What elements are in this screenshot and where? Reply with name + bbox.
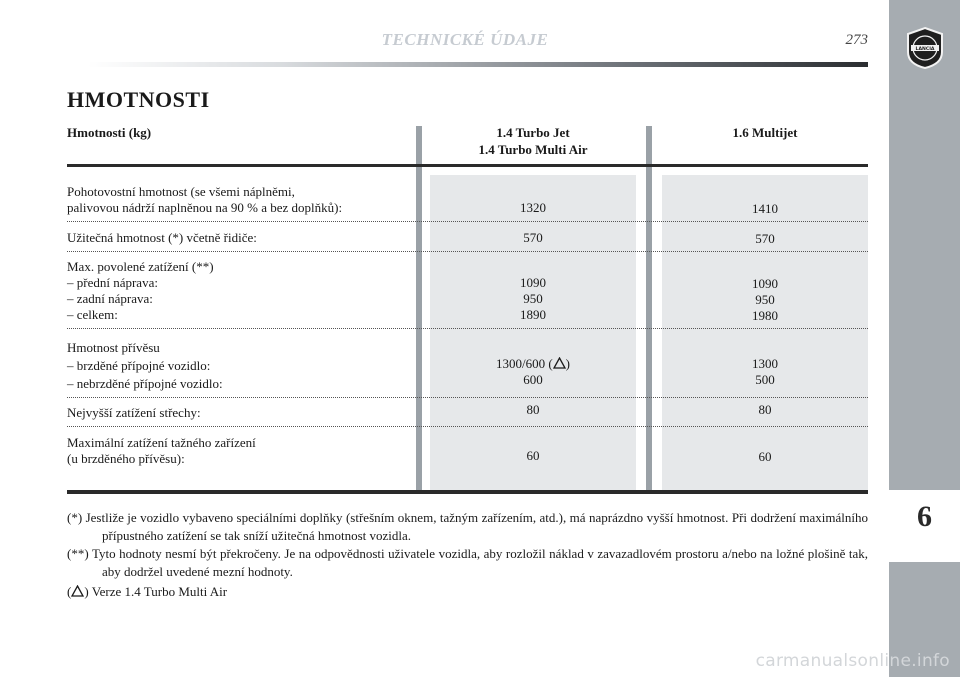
cell-towbar-load-turbo: 60 <box>526 448 540 463</box>
row-separator <box>67 328 868 329</box>
cell-trailer-weight-multijet: 1300 500 <box>752 356 778 387</box>
cell-roof-load-multijet: 80 <box>758 402 772 417</box>
row-label-curb-weight: Pohotovostní hmotnost (se všemi náplněmi, palivovou nádrží naplněnou na 90 % a bez doplňků): <box>67 184 343 215</box>
row-label-payload: Užitečná hmotnost (*) včetně řidiče: <box>67 230 257 245</box>
column-divider <box>416 126 422 493</box>
column-divider <box>646 126 652 493</box>
row-label-towbar-load: Maximální zatížení tažného zařízení (u brzděného přívěsu): <box>67 435 256 466</box>
footnote-accessories: (*) Jestliže je vozidlo vybaveno speciálními doplňky (střešním oknem, tažným zařízením, atd.), má naprázdno vyšší hmotnost. Při dodržení maximálního přípustného zatížení se tak sníží užitečná hmotnost vozidla. <box>67 510 868 543</box>
column-header-multijet: 1.6 Multijet <box>732 125 798 140</box>
cell-roof-load-turbo: 80 <box>526 402 540 417</box>
table-footer-rule <box>67 490 868 494</box>
row-label-roof-load: Nejvyšší zatížení střechy: <box>67 405 201 420</box>
cell-trailer-weight-turbo: 1300/600 ( ) 600 <box>495 356 571 387</box>
triangle-icon <box>553 357 566 369</box>
cell-towbar-load-multijet: 60 <box>758 449 772 464</box>
chapter-sidebar <box>889 0 960 677</box>
row-label-max-load: Max. povolené zatížení (**) – přední náprava: – zadní náprava: – celkem: <box>67 259 214 322</box>
running-title: TECHNICKÉ ÚDAJE <box>381 30 549 49</box>
cell-payload-multijet: 570 <box>755 231 775 246</box>
row-separator <box>67 397 868 398</box>
cell-payload-turbo: 570 <box>523 230 543 245</box>
footnote-limits: (**) Tyto hodnoty nesmí být překročeny. Je na odpovědnosti uživatele vozidla, aby rozložil náklad v zavazadlovém prostoru a/nebo na ložné plošině tak, aby dodržel uvedené mezní hodnoty. <box>67 546 868 579</box>
row-separator <box>67 251 868 252</box>
logo-text: LANCIA <box>915 47 935 52</box>
column-header-turbo: 1.4 Turbo Jet 1.4 Turbo Multi Air <box>478 125 588 157</box>
page-number: 273 <box>845 32 868 48</box>
column-shading-multijet <box>662 175 868 491</box>
watermark: carmanualsonline.info <box>755 651 950 671</box>
triangle-icon <box>71 585 84 597</box>
section-title: HMOTNOSTI <box>67 87 210 112</box>
cell-max-load-multijet: 1090 950 1980 <box>752 276 778 323</box>
column-header-label: Hmotnosti (kg) <box>67 125 152 140</box>
cell-max-load-turbo: 1090 950 1890 <box>520 275 546 322</box>
column-shading-turbo <box>430 175 636 491</box>
cell-curb-weight-multijet: 1410 <box>752 201 778 216</box>
running-header <box>0 30 868 54</box>
row-label-trailer-weight: Hmotnost přívěsu – brzděné přípojné vozidlo: – nebrzděné přípojné vozidlo: <box>67 340 223 391</box>
table-header-rule <box>67 164 868 167</box>
cell-curb-weight-turbo: 1320 <box>520 200 546 215</box>
header-rule <box>88 62 868 67</box>
row-separator <box>67 426 868 427</box>
footnote-version: ( ) Verze 1.4 Turbo Multi Air <box>67 584 228 599</box>
lancia-logo-icon <box>905 26 945 70</box>
chapter-number: 6 <box>917 500 932 533</box>
row-separator <box>67 221 868 222</box>
